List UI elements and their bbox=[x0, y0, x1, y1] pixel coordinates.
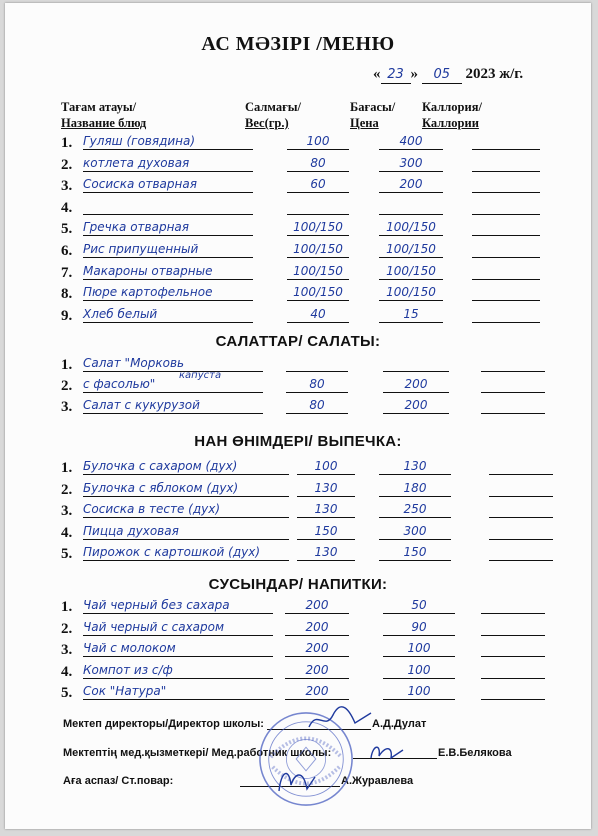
bakery-dish-name-field: Пицца духовая bbox=[83, 523, 289, 540]
date-month: 05 bbox=[433, 67, 451, 82]
main-dish-row-number: 8. bbox=[61, 286, 73, 303]
salad-price-field bbox=[383, 355, 449, 372]
drink-price-field: 90 bbox=[383, 619, 455, 636]
menu-sheet bbox=[5, 3, 591, 829]
bakery-row-number: 5. bbox=[61, 546, 73, 562]
drink-weight-field: 200 bbox=[285, 619, 349, 636]
header-price-ru: Цена bbox=[350, 116, 379, 130]
salad-row bbox=[61, 355, 581, 375]
main-dish-weight-field: 60 bbox=[287, 176, 349, 193]
main-dish-row bbox=[61, 284, 581, 304]
date-close-quote: » bbox=[410, 66, 418, 82]
main-dish-price-field: 100/150 bbox=[379, 284, 443, 301]
main-dish-row bbox=[61, 198, 581, 218]
bakery-price-field: 300 bbox=[379, 523, 451, 540]
director-label: Мектеп директоры/Директор школы: bbox=[63, 718, 264, 730]
drink-row-number: 1. bbox=[61, 599, 73, 615]
header-name bbox=[61, 99, 146, 131]
main-dish-row-number: 5. bbox=[61, 221, 73, 238]
drink-calories-field bbox=[481, 662, 545, 679]
med-name: Е.В.Белякова bbox=[438, 747, 512, 759]
salad-weight-field: 80 bbox=[286, 376, 348, 393]
main-dish-calories-field bbox=[472, 284, 540, 301]
header-name-ru: Название блюд bbox=[61, 116, 147, 130]
bakery-row bbox=[61, 501, 581, 521]
date-month-field bbox=[422, 66, 462, 84]
main-dish-row bbox=[61, 155, 581, 175]
main-dish-calories-field bbox=[472, 155, 540, 172]
drink-price-field: 100 bbox=[383, 640, 455, 657]
header-calories bbox=[422, 99, 482, 131]
bakery-row bbox=[61, 523, 581, 543]
date-day-field bbox=[381, 66, 411, 84]
main-dish-row-number: 1. bbox=[61, 135, 73, 151]
main-dish-dish-name-field: Макароны отварные bbox=[83, 263, 253, 280]
bakery-row-number: 4. bbox=[61, 524, 73, 541]
main-dish-price-field: 400 bbox=[379, 133, 443, 150]
drink-dish-name-field: Чай черный с сахаром bbox=[83, 619, 273, 636]
main-dish-row-number: 7. bbox=[61, 264, 73, 281]
main-dish-row-number: 6. bbox=[61, 243, 73, 259]
bakery-calories-field bbox=[489, 523, 553, 540]
main-dish-weight-field bbox=[287, 198, 349, 215]
salad-weight-field: 80 bbox=[286, 397, 348, 414]
drink-dish-name-field: Сок "Натура" bbox=[83, 683, 273, 700]
salad-price-field: 200 bbox=[383, 376, 449, 393]
drinks-title: СУСЫНДАР/ НАПИТКИ: bbox=[208, 576, 388, 593]
main-dish-weight-field: 40 bbox=[287, 306, 349, 323]
main-dish-row bbox=[61, 263, 581, 283]
main-dish-dish-name-field: Хлеб белый bbox=[83, 306, 253, 323]
main-dish-dish-name-field: Гречка отварная bbox=[83, 219, 253, 236]
salad-calories-field bbox=[481, 397, 545, 414]
cook-signature-icon bbox=[273, 763, 319, 797]
header-price bbox=[350, 99, 395, 131]
date-line bbox=[373, 66, 523, 84]
main-dish-dish-name-field: котлета духовая bbox=[83, 155, 253, 172]
salad-row-number: 2. bbox=[61, 378, 73, 394]
date-year: 2023 ж/г. bbox=[465, 66, 524, 82]
bakery-dish-name-field: Пирожок с картошкой (дух) bbox=[83, 544, 289, 561]
date-day: 23 bbox=[387, 67, 404, 82]
bakery-row-number: 2. bbox=[61, 481, 73, 498]
header-price-kz: Бағасы/ bbox=[350, 100, 396, 114]
main-dish-row-number: 9. bbox=[61, 307, 73, 324]
bakery-price-field: 180 bbox=[379, 480, 451, 497]
salad-calories-field bbox=[481, 376, 545, 393]
bakery-title: НАН ӨНІМДЕРІ/ ВЫПЕЧКА: bbox=[194, 433, 402, 450]
drink-row-number: 4. bbox=[61, 663, 73, 680]
header-weight-kz: Салмағы/ bbox=[245, 100, 301, 114]
drink-dish-name-field: Компот из с/ф bbox=[83, 662, 273, 679]
bakery-weight-field: 130 bbox=[297, 480, 355, 497]
bakery-row bbox=[61, 458, 581, 478]
drink-row bbox=[61, 597, 581, 617]
bakery-price-field: 130 bbox=[379, 458, 451, 475]
director-signature-icon bbox=[305, 705, 375, 735]
main-dish-calories-field bbox=[472, 198, 540, 215]
salad-dish-name-field: Салат с кукурузой bbox=[83, 397, 263, 414]
main-dish-price-field: 15 bbox=[379, 306, 443, 323]
bakery-calories-field bbox=[489, 458, 553, 475]
main-dish-row bbox=[61, 241, 581, 261]
salad-dish-name-field: Салат "Морковь bbox=[83, 355, 263, 372]
drink-weight-field: 200 bbox=[285, 640, 349, 657]
drink-row bbox=[61, 619, 581, 639]
drink-weight-field: 200 bbox=[285, 662, 349, 679]
drink-row bbox=[61, 683, 581, 703]
bakery-calories-field bbox=[489, 544, 553, 561]
drink-row-number: 2. bbox=[61, 620, 73, 637]
main-dish-weight-field: 100/150 bbox=[287, 263, 349, 280]
bakery-row-number: 3. bbox=[61, 503, 73, 519]
main-dish-weight-field: 100/150 bbox=[287, 219, 349, 236]
header-calories-kz: Каллория/ bbox=[422, 100, 482, 114]
main-dish-calories-field bbox=[472, 133, 540, 150]
bakery-row-number: 1. bbox=[61, 460, 73, 476]
header-weight bbox=[245, 99, 301, 131]
bakery-weight-field: 130 bbox=[297, 544, 355, 561]
salad-dish-name-overwrite: капуста bbox=[179, 370, 222, 381]
salad-row-number: 1. bbox=[61, 357, 73, 373]
drink-row-number: 5. bbox=[61, 685, 73, 701]
bakery-dish-name-field: Сосиска в тесте (дух) bbox=[83, 501, 289, 518]
bakery-calories-field bbox=[489, 501, 553, 518]
header-calories-ru: Каллории bbox=[422, 116, 479, 130]
main-dish-price-field: 100/150 bbox=[379, 241, 443, 258]
main-dish-row bbox=[61, 219, 581, 239]
bakery-dish-name-field: Булочка с сахаром (дух) bbox=[83, 458, 289, 475]
drink-dish-name-field: Чай черный без сахара bbox=[83, 597, 273, 614]
header-name-kz: Тағам атауы/ bbox=[61, 100, 137, 114]
drink-calories-field bbox=[481, 683, 545, 700]
header-weight-ru: Вес(гр.) bbox=[245, 116, 289, 130]
bakery-row bbox=[61, 544, 581, 564]
main-dish-calories-field bbox=[472, 241, 540, 258]
director-name: А.Д.Дулат bbox=[372, 718, 427, 730]
bakery-price-field: 250 bbox=[379, 501, 451, 518]
salad-row bbox=[61, 397, 581, 417]
main-dish-calories-field bbox=[472, 176, 540, 193]
bakery-price-field: 150 bbox=[379, 544, 451, 561]
drink-price-field: 50 bbox=[383, 597, 455, 614]
main-dish-calories-field bbox=[472, 219, 540, 236]
main-dish-weight-field: 100/150 bbox=[287, 284, 349, 301]
main-dish-weight-field: 100/150 bbox=[287, 241, 349, 258]
main-dish-row-number: 4. bbox=[61, 199, 73, 216]
drink-row bbox=[61, 662, 581, 682]
drink-dish-name-field: Чай с молоком bbox=[83, 640, 273, 657]
drink-calories-field bbox=[481, 619, 545, 636]
salads-title: САЛАТТАР/ САЛАТЫ: bbox=[215, 333, 381, 350]
cook-name: А.Журавлева bbox=[341, 775, 414, 787]
drink-price-field: 100 bbox=[383, 662, 455, 679]
main-dish-row-number: 2. bbox=[61, 156, 73, 173]
drink-price-field: 100 bbox=[383, 683, 455, 700]
salad-dish-name-field: с фасолью" bbox=[83, 376, 263, 393]
salad-row bbox=[61, 370, 581, 396]
drink-row bbox=[61, 640, 581, 660]
bakery-weight-field: 150 bbox=[297, 523, 355, 540]
bakery-dish-name-field: Булочка с яблоком (дух) bbox=[83, 480, 289, 497]
salad-price-field: 200 bbox=[383, 397, 449, 414]
drink-row-number: 3. bbox=[61, 642, 73, 658]
main-dish-dish-name-field: Гуляш (говядина) bbox=[83, 133, 253, 150]
main-dish-row bbox=[61, 133, 581, 153]
cook-label: Аға аспаз/ Ст.повар: bbox=[63, 775, 174, 787]
main-dish-price-field: 100/150 bbox=[379, 219, 443, 236]
drink-calories-field bbox=[481, 597, 545, 614]
drink-calories-field bbox=[481, 640, 545, 657]
main-dish-dish-name-field: Пюре картофельное bbox=[83, 284, 253, 301]
main-dish-calories-field bbox=[472, 306, 540, 323]
main-dish-dish-name-field: Сосиска отварная bbox=[83, 176, 253, 193]
main-dish-row bbox=[61, 176, 581, 196]
main-dish-price-field bbox=[379, 198, 443, 215]
main-dish-row bbox=[61, 306, 581, 326]
main-dish-dish-name-field bbox=[83, 198, 253, 215]
main-dish-row-number: 3. bbox=[61, 178, 73, 195]
main-dish-price-field: 100/150 bbox=[379, 263, 443, 280]
main-dish-price-field: 300 bbox=[379, 155, 443, 172]
date-open-quote: « bbox=[373, 66, 381, 82]
med-signature-icon bbox=[367, 738, 407, 766]
main-dish-calories-field bbox=[472, 263, 540, 280]
drink-weight-field: 200 bbox=[285, 597, 349, 614]
main-dish-weight-field: 100 bbox=[287, 133, 349, 150]
main-dish-price-field: 200 bbox=[379, 176, 443, 193]
bakery-calories-field bbox=[489, 480, 553, 497]
bakery-weight-field: 130 bbox=[297, 501, 355, 518]
page-title: АС МӘЗІРІ /МЕНЮ bbox=[201, 33, 395, 55]
drink-weight-field: 200 bbox=[285, 683, 349, 700]
med-label: Мектептің мед.қызметкері/ Мед.работник школы: bbox=[63, 747, 332, 759]
salad-weight-field bbox=[286, 355, 348, 372]
salad-calories-field bbox=[481, 355, 545, 372]
main-dish-dish-name-field: Рис припущенный bbox=[83, 241, 253, 258]
main-dish-weight-field: 80 bbox=[287, 155, 349, 172]
salad-row-number: 3. bbox=[61, 399, 73, 415]
bakery-weight-field: 100 bbox=[297, 458, 355, 475]
bakery-row bbox=[61, 480, 581, 500]
